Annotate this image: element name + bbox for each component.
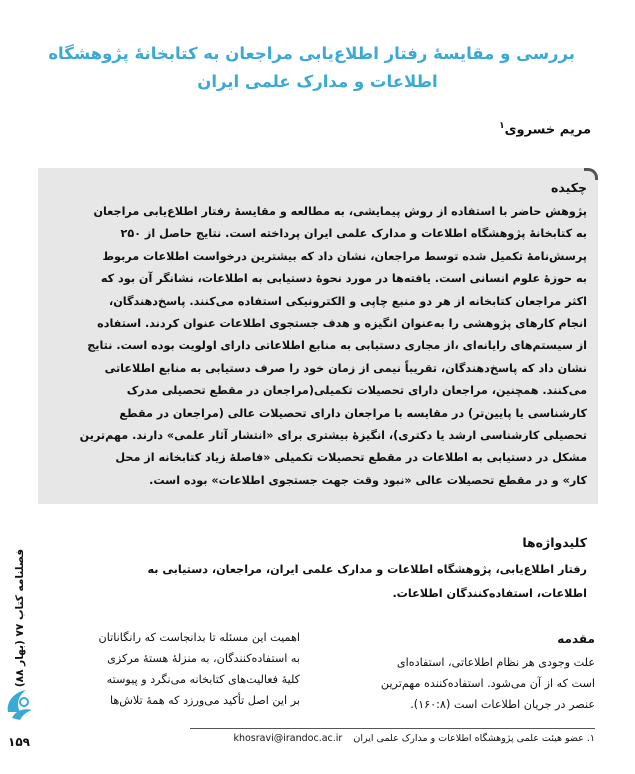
abstract-line: پژوهش حاضر با استفاده از روش پیمایشی، به مطالعه و مقایسهٔ رفتار اطلاع‌یابی مراجعان [93, 205, 587, 218]
intro-line: است که از آن می‌شود. استفاده‌کننده مهم‌ترین [380, 677, 595, 690]
author-footnote-mark: ۱ [499, 121, 505, 131]
intro-line: کلیهٔ فعالیت‌های کتابخانه می‌نگرد و پیوسته [106, 673, 300, 686]
keywords-body [55, 558, 587, 606]
abstract-line: کار» و در مقطع تحصیلات عالی «نبود وقت جهت جستجوی اطلاعات» بوده است. [149, 473, 587, 487]
article-title-line-2: اطلاعات و مدارک علمی ایران [197, 72, 438, 91]
abstract-line: انجام کارهای پژوهشی را به‌عنوان انگیزه و هدف جستجوی اطلاعات عنوان کردند. استفاده [97, 317, 587, 331]
abstract-line: به حوزهٔ علوم انسانی است. یافته‌ها در مورد نحوهٔ دستیابی به اطلاعات، نشانگر آن بود که [100, 272, 587, 286]
abstract-line: کارشناسی یا پایین‌تر) در مقایسه با مراجعان دارای تحصیلات عالی (مراجعان در مقطع [119, 406, 587, 420]
intro-line: بر این اصل تأکید می‌ورزد که همهٔ تلاش‌ها [109, 694, 300, 707]
intro-line: به استفاده‌کنندگان، به منزلهٔ هستهٔ مرکزی [107, 652, 300, 665]
footnote-email: khosravi@irandoc.ac.ir [233, 733, 343, 744]
abstract-line: اکثر مراجعان کتابخانه از هر دو منبع چاپی و الکترونیکی استفاده می‌کنند. پاسخ‌دهندگان، [108, 294, 587, 308]
intro-line: عنصر در جریان اطلاعات است (۱۶۰:۸). [410, 698, 595, 711]
footnote-text: ۱. عضو هیئت علمی پژوهشگاه اطلاعات و مدارک علمی ایران [353, 733, 595, 744]
journal-side-label-text: فصلنامه کتاب ۷۷ (بهار ۸۸) [14, 548, 26, 688]
abstract-body [55, 201, 587, 492]
intro-line: علت وجودی هر نظام اطلاعاتی، استفاده‌ای [396, 656, 595, 669]
intro-column-right [345, 632, 595, 715]
abstract-line: می‌کنند. همچنین، مراجعان دارای تحصیلات تکمیلی(مراجعان در مقطع تحصیلی مدرک [126, 384, 587, 398]
abstract-line: به کتابخانهٔ پژوهشگاه اطلاعات و مدارک علمی ایران پرداخته است. نتایج حاصل از ۲۵۰ [120, 227, 587, 241]
abstract-line: از سیستم‌های رایانه‌ای ،از مجاری دستیابی به منابع اطلاعاتی دارای اولویت بوده است. نتایج [87, 339, 587, 353]
article-title [48, 40, 575, 96]
author-name-text: مریم خسروی [504, 122, 591, 138]
intro-heading: مقدمه [557, 632, 595, 646]
page-number: ۱۵۹ [8, 735, 30, 749]
footnote-divider [190, 728, 595, 729]
abstract-line: پرسش‌نامهٔ تکمیل شده توسط مراجعان، نشان داد که بیشترین درخواست اطلاعات مربوط [102, 249, 587, 263]
keywords-heading: کلیدواژه‌ها [522, 535, 587, 550]
footnote [190, 733, 595, 744]
abstract-corner-ornament [584, 168, 598, 180]
author-name [499, 121, 591, 137]
abstract-heading: چکیده [551, 180, 587, 195]
abstract-line: نشان داد که پاسخ‌دهندگان، تقریباً نیمی از زمان خود را صرف دستیابی به منابع اطلاعاتی [104, 361, 587, 375]
abstract-line: مشکل در دستیابی به اطلاعات در مقطع تحصیلات تکمیلی «فاصلهٔ زیاد کتابخانه از محل [115, 451, 587, 465]
intro-column-left [42, 627, 300, 711]
journal-logo-icon [4, 682, 34, 726]
intro-line: اهمیت این مسئله تا بدانجاست که رانگاناتان [98, 631, 300, 644]
keywords-line: رفتار اطلاع‌یابی، پژوهشگاه اطلاعات و مدارک علمی ایران، مراجعان، دستیابی به [147, 563, 587, 576]
abstract-line: تحصیلی کارشناسی ارشد یا دکتری)، انگیزهٔ بیشتری برای «انتشار آثار علمی» دارند. مهم‌ترین [79, 429, 587, 443]
keywords-line: اطلاعات، استفاده‌کنندگان اطلاعات. [392, 587, 587, 600]
article-title-line-1: بررسی و مقایسهٔ رفتار اطلاع‌یابی مراجعان به کتابخانهٔ پژوهشگاه [48, 44, 575, 63]
